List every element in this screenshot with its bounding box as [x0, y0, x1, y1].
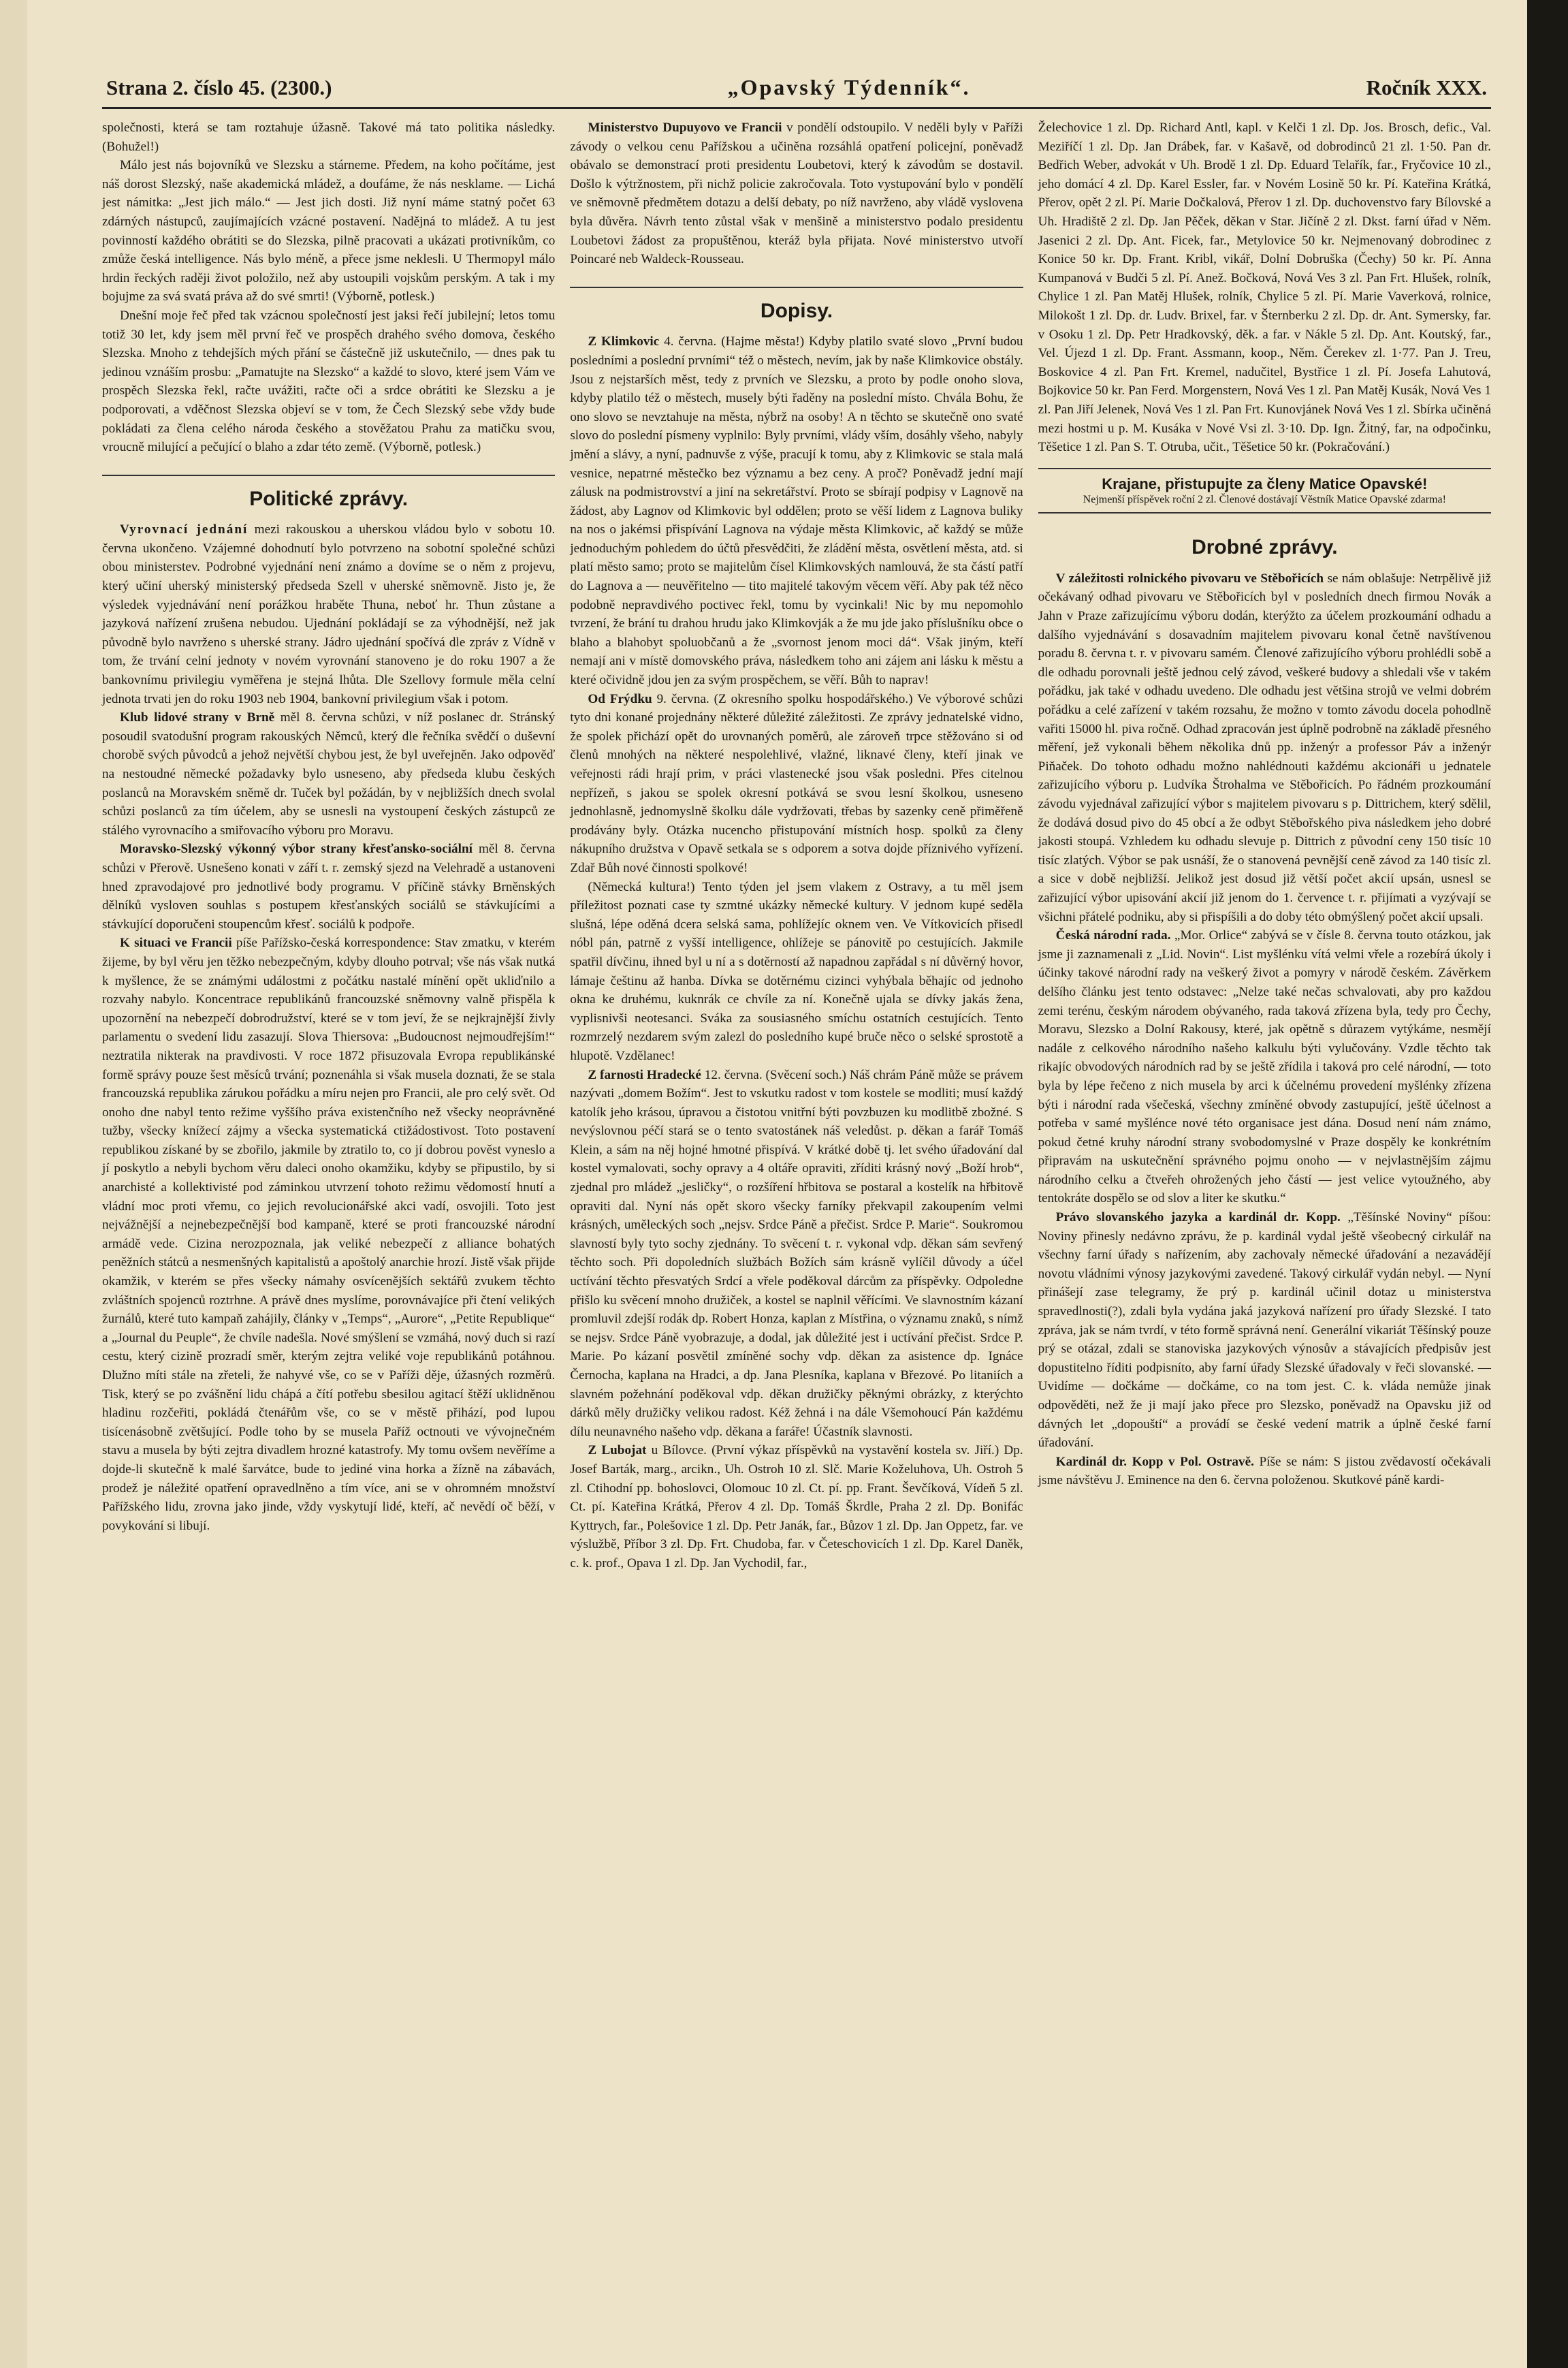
news-item — [102, 520, 555, 708]
news-item — [1038, 1453, 1491, 1490]
donor-list: Želechovice 1 zl. Dp. Richard Antl, kapl. v Kelči 1 zl. Dp. Jos. Brosch, defic., Val. Meziříčí 1 zl. Dp. Jan Drábek, far. v Kašavě, od dobrodinců 21 zl. 1·50. Pan dr. Bedřich Weber, advokát v Uh. Brodě 1 zl. Dp. Eduard Telařík, far., Fryčovice 10 zl., jeho domácí 4 zl. Dp. Karel Essler, far. v Novém Losině 50 kr. Pí. Kateřina Krátká, Přerov, opět 2 zl. Pí. Marie Dočkalová, Přerov 1 zl. Dp. duchovenstvo fary Bílovské a Uh. Hradiště 2 zl. Dp. Jan Pěček, děkan v Star. Jičíně 2 zl. Dkst. farní úřad v Něm. Jasenici 2 zl. Dp. Ant. Ficek, far., Metylovice 50 kr. Nejmenovaný dobrodinec z Konice 50 kr. Dp. Frant. Kribl, vikář, Dolní Dobruška (Čechy) 50 kr. Pí. Anna Kumpanová v Budči 5 zl. Pí. Anež. Bočková, Nová Ves 3 zl. Pan Frt. Hlušek, rolník, Chylice 1 zl. Pan Matěj Hlušek, rolník, Chylice 5 zl. Pí. Marie Vaverková, rolnice, Milokošt 1 zl. Dp. dr. Ludv. Brixel, far. v Šternberku 2 zl. Dp. dr. Ant. Symersky, far. v Osoku 1 zl. Dp. Petr Hradkovský, děk. a far. v Nákle 5 zl. Dp. Ant. Koutský, far., Vel. Újezd 1 zl. Dp. Frant. Assmann, koop., Něm. Čerekev zl. 1·77. Pan J. Treu, Boskovice 4 zl. Pan Frt. Kremel, nadučitel, Bystřice 1 zl. Pí. Josefa Lahutová, Bojkovice 50 kr. Pan Ferd. Morgenstern, Nová Ves 1 zl. Pan Matěj Kusák, Nová Ves 1 zl. Pan Jiří Jelenek, Nová Ves 1 zl. Pan Frt. Kunovjánek Nová Ves 1 zl. Sbírka učiněná mezi hostmi u p. M. Kusáka v Nové Vsi zl. 3·10. Dp. Ign. Žitný, far, na odpočinku, Těšetice 1 zl. Pan S. T. Otruba, učit., Těšetice 50 kr. (Pokračování.) — [1038, 121, 1491, 455]
news-text: v pondělí odstoupilo. V neděli byly v Paříži závody o velkou cenu Pařížskou a učiněna rozsáhlá opatření policejní, poněvadž obávalo se demonstrací proti presidentu Loubetovi, který k závodům se dostavil. Došlo k výtržnostem, při nichž policie zakročovala. Toto vystupování bylo v pondělí ve sněmovně předmětem dotazu a delší debaty, po níž navrženo, aby vládě vyslovena byla důvěra. Návrh tento zůstal však v menšině a ministerstvo podalo presidentu Loubetovi žádost za propuštěnou, kteráž byla přijata. Nové ministerstvo utvoří Poincaré neb Waldeck-Rousseau. — [570, 121, 1023, 267]
letter-item — [570, 1441, 1023, 1573]
news-heading: Moravsko-Slezský výkonný výbor strany křesťansko-sociální — [120, 842, 473, 857]
header-page-number: Strana 2. číslo 45. (2300.) — [106, 76, 332, 99]
scan-border — [1527, 0, 1568, 2368]
paragraph: Málo jest nás bojovníků ve Slezsku a stárneme. Předem, na koho počítáme, jest náš dorost Slezský, naše akademická mládež, a doufáme, že nás nesklame. — Lichá jest námitka: „Jest jich málo.“ — Jest jich dosti. Již nyní máme statný počet 63 zdárných nástupců, zaujímajících vzácné postavení. Nadějná to mládež. A tu jest povinností každého obrátiti se do Slezska, pilně pracovati a ukázati protivníkům, co zmůže česká intelligence. Nás bylo méně, a přece jsme neklesli. U Thermopyl málo hrdin řeckých raději život položilo, než aby ustoupili vojskům perským. A tak i my bojujme za svá svatá práva až do své smrti! (Výborně, potlesk.) — [102, 158, 556, 304]
news-item — [570, 119, 1023, 269]
news-text: Píše se nám: S jistou zvědavostí očekávali jsme návštěvu J. Eminence na den 6. června položenou. Skutkové páně kardi- — [1038, 1454, 1491, 1488]
letter-text: 4. června. (Hajme města!) Kdyby platilo svaté slovo „První budou posledními a poslední prvními“ též o městech, nevím, jak by naše Klimkovice obstály. Jsou z nejstarších měst, tedy z prvních ve Slezsku, a proto by podle onoho slova, kdyby platilo též o městech, musely býti řaděny na poslední místo. Chvála Bohu, že ono slovo se nevztahuje na města, nýbrž na osoby! A n těchto se skutečně ono svaté slovo do poslední písmeny vyplnilo: Byly prvními, vlády vším, dosáhly všeho, nabyly jmění a slávy, a nyní, padnuvše z výše, pracují k tomu, aby z Klimkovic se stala malá vesnice, nepatrné městečko bez významu a bez ceny. A proč? Poněvadž jední mají zálusk na podmistrovství a jiní na sekretářství. Proto se sbírají podpisy v Lagnově na žádost, aby Lagnov od Klimkovic byl oddělen; proto se věší lidem z Lagnova buliky na nos o jakémsi přispívání Lagnova na výdaje města Klimkovic, ač každý se může jednoduchým pohledem do účtů přesvědčiti, že zládění města, osvětlení města, atd. si platí město samo; proto se majitelům čísel Klimkovských namlouvá, že sta částí patří do Lagnova a — neuvěřitelno — tito majitelé takovým věcem věří. Aby pak též něco podobně nepravdivého poctivec řekl, tomu by vycinkali! Nic by mu nepomohlo tvrzení, že brání tu drahou hrudu jako Klimkovják a že mu jde jako příslušníku obce o blaho a blahobyt spoluobčanů a že „svornost jenom moci dá“. Však jiným, kteří nemají ani v místě domovského práva, následkem toho ani zájem ani lásku k městu a které očividně jdou jen za svým prospěchem, se věří. Bůh to naprav! — [570, 334, 1023, 688]
news-item — [1038, 1208, 1491, 1453]
column-2 — [570, 119, 1023, 1573]
news-heading: Právo slovanského jazyka a kardinál dr. Kopp. — [1055, 1210, 1341, 1225]
header-title: „Opavský Týdenník“. — [727, 75, 971, 99]
news-item — [1038, 926, 1491, 1208]
news-heading: V záležitosti rolnického pivovaru ve Stěbořicích — [1055, 571, 1324, 586]
news-item — [1038, 569, 1491, 926]
letter-heading: Z Lubojat — [588, 1443, 647, 1458]
newspaper-page — [102, 75, 1491, 2316]
letter-heading: Z Klimkovic — [588, 334, 660, 349]
news-item — [102, 708, 555, 840]
header-volume: Ročník XXX. — [1366, 76, 1487, 99]
news-text: „Těšínské Noviny“ píšou: Noviny přinesly nedávno zprávu, že p. kardinál vydal ještě všeobecný cirkulář na všechny farní úřady s nařízením, aby zachovaly německé úřadování a nezavádějí novotu vládními výnosy jazykovými zavedené. Takový cirkulář vydán nebyl. — Nyní přinášejí zase telegramy, že prý p. kardinál učinil dotaz u ministerstva spravedlnosti(?), zdali byla vydána jaká jazyková nařízení pro úřady Slezské. I tato zpráva, jak se nám tvrdí, v této formě správná není. Generální vikariát Těšínský pouze prý se otázal, zdali se stanoviska jazykových výnosův a stávajících předpisův jest dopustitelno říditi podpisníto, aby farní úřady Slezské úřadovaly v řeči slovanské. — Uvidíme — dočkáme — dočkáme, co na tom jest. C. k. vláda nemůže jinak odpověděti, než že ji mají jako přece pro Slezsko, poněvadž na Opavsku již od dávných let „dopouští“ a provádí se české vedení matrik a úplně české farní úřadování. — [1038, 1210, 1491, 1451]
news-heading: K situaci ve Francii — [120, 936, 232, 951]
page-header — [102, 75, 1491, 109]
section-heading-politicke-zpravy: Politické zprávy. — [102, 475, 555, 509]
news-item — [102, 840, 555, 934]
section-heading-dopisy: Dopisy. — [570, 287, 1023, 321]
announcement-title: Krajane, přistupujte za členy Matice Opavské! — [1102, 475, 1428, 492]
column-3 — [1038, 119, 1491, 1573]
columns — [102, 119, 1491, 1573]
news-text: měl 8. června schůzi, v níž poslanec dr. Stránský posoudil svatodušní program rakouských Němců, který dle řečníka svědčí o duševní chorobě svých původců a jehož největší chybou jest, že byl uveřejněn. Jako odpověď na nestoudné německé požadavky bylo usneseno, aby předseda klubu českých poslanců na Moravském sněmě dr. Tuček byl požádán, by v nejbližších dnech svolal schůzi poslanců za tím účelem, aby se usnesli na vystoupení českých zástupců ze stálého vyrovnacího a smiřovacího výboru pro Moravu. — [102, 710, 556, 838]
news-text: „Mor. Orlice“ zabývá se v čísle 8. června touto otázkou, jak jsme ji zaznamenali z „Lid. Novin“. List myšlénku vítá velmi vřele a rozebírá úkoly i účinky takové národní rady na veškerý život a pomyry v národě českém. Závěrkem delšího článku jest tento odstavec: „Nelze také nečas schvalovati, aby pro každou zemi terénu, českým národem obývaného, rada taková zřízena byla, tedy pro Čechy, Moravu, Slezsko a Dolní Rakousy, které, jak opětně s důrazem vytýkáme, nesmějí nadále z celkového národního našeho kalkulu býti vylučovány. Vzdle těchto tak rikajíc obvodových národních rad by se ještě zřídila i taková pro celé národní, — toto byla by lépe řečeno z nich musela by arci k účelnému provedení myšlénky zřízena býti i národní rada všečeská, všechny zmíněné obvody zastupující, ještě účelnost a potřeba v samé myšlénce nové této organisace jest dána. Dosud není nám známo, pokud četné kruhy národní strany svobodomyslné v Praze dospěly ke konkrétním připravám na uskutečnění správného pojmu onoho — v nejvlastnějším zájmu národního celku a čtveřeh ohrožených jeho částí — jest velice vytoužného, aby tentokráte dospělo se od slov a liter ke skutku.“ — [1038, 928, 1491, 1206]
news-text: mezi rakouskou a uherskou vládou bylo v sobotu 10. června ukončeno. Vzájemné dohodnutí bylo potvrzeno na sobotní společné schůzi obou ministerstev. Podrobné vyjednání není známo a dovíme se o něm z projevu, který učiní uherský ministerský předseda Szell v uherské sněmovně. Jisto je, že výsledek vyjednávání není porážkou hraběte Thuna, neboť hr. Thun zůstane a jazyková nařízení zrušena nebudou. Ujednání pokládají se za výhodnější, než jak původně bylo navrženo s uherské strany. Jádro ujednání spočívá dle zpráv z Vídně v tom, že trvání celní jednoty v novém vyrovnání stanoveno je do roku 1907 a že bankovnímu privilegiu vyměřena je stejná lhůta. Dle Szellovy formule měla celní jednota trvati jen do roku 1903 neb 1904, bankovní privilegium však i potom. — [102, 522, 556, 706]
news-text: se nám oblašuje: Netrpělivě již očekávaný odhad pivovaru ve Stěbořicích byl v posledních dnech firmou Novák a Jahn v Praze zařizujícímu výboru dodán, kterýžto za účelem prozkoumání odhadu a dalšího vyjednávání s dosavadním majitelem pivovaru konal četně navštívenou poradu 8. června t. r. v pivovaru samém. Členové zařizujícího výboru prohlédli sobě a dle odhadu porovnali ještě jednou celý závod, veškeré budovy a shledali vše v takém pořádku, jak také v odhadu uvedeno. Dle odhadu jest většina strojů ve velmi dobrém pořádku a celé zařízení v takém rozsahu, že možno v tomto závodu docela pohodlně vařiti 15000 hl. piva ročně. Odhad zpracován jest úplně podrobně na základě přesného měření, jež vykonali během několika dnů pp. inženýr a professor Páv a inženýr Piňaček. Do tohoto odhadu možno nahlédnouti každému akcionáři u jednatele zařizujícího výboru p. Ludvíka Štrohalma ve Stěbořicích. Po řádném prozkoumání závodu vyjednával zařizující výbor s majitelem pivovaru s p. Dittrichem, který sdělil, že dodává dosud pivo do 45 obcí a že odbyt Stěbořského piva následkem jeho dobré jakosti stoupá. Vzhledem ku odhadu slevuje p. Dittrich z původní ceny 150 tisíc 10 tisíc zlatých. Výbor se pak usnáší, že o stanovená pevnější ceně závod za 140 tisíc zl. a sice v době nejbližší. Jelikož jest dosud již větší počet akcií upsán, usnesl se zařizující výbor upisování akcií již jenom do 1. července t. r. přijímati a vyzývají se všichni přátelé podniku, aby si přispíšili a do doby této obmýšlený počet akcií upsali. — [1038, 571, 1491, 924]
letter-text: u Bílovce. (První výkaz příspěvků na vystavění kostela sv. Jiří.) Dp. Josef Barták, marg., arcikn., Uh. Ostroh 10 zl. Slč. Marie Koželuhova, Uh. Ostroh 5 zl. Ctihodní pp. bohoslovci, Olomouc 10 zl. Ct. pí. pp. Frant. Ševčíková, Vídeň 5 zl. Ct. pí. Kateřina Krátká, Přerov 4 zl. Dp. Tomáš Škrdle, Praha 2 zl. Dp. Bonifác Kyttrych, far., Polešovice 1 zl. Dp. Petr Janák, far., Bůzov 1 zl. Dp. Jan Oppetz, far. ve výslužbě, Příbor 3 zl. Dp. Frt. Chudoba, far. v Četeschovicích 1 zl. Dp. Karel Daněk, c. k. prof., Opava 1 zl. Dp. Jan Vychodil, far., — [570, 1443, 1023, 1570]
letter-item — [570, 332, 1023, 689]
news-heading: Vyrovnací jednání — [120, 522, 249, 537]
letter-text: 12. června. (Svěcení soch.) Náš chrám Páně může se právem nazývati „domem Božím“. Jest to vskutku radost v tom kostele se modliti; musí každý katolík jeho krásou, úpravou a čistotou vnitřní býti povzbuzen ku modlitbě zbožné. S nevýslovnou péčí stará se o tento svatostánek náš veledůst. p. děkan a farář Tomáš Klein, a sám na něj hojné hmotné přispívá. V krátké době tj. let svého úřadování dal kostel vymalovati, sochy opravy a 4 oltáře opraviti, zříditi krásný nový „Boží hrob“, zjednal pro mládež „jesličky“, o rozšíření hřbitova se postaral a kostelík na hřbitově opraviti dal. Nyní nás opět skoro všecky farníky překvapil zakoupením velmi krásných, uměleckých soch „nejsv. Srdce Páně a přečist. Srdce P. Marie“. Soukromou slavností byly tyto sochy zjednány. To svěcení t. r. vykonal vdp. děkan sám sevřený těchto soch. Při dopoledních službách Božích sám krásně vylíčil důvody a účel uctívání těchto přesvatých Srdcí a vřele poděkoval dárcům za příspěvky. Odpoledne přišlo ku svěcení mnoho družiček, a kostel se naplnil věřícími. Ve slavnostním kázaní promluvil zdejší rodák dp. Robert Honza, kaplan z Místřina, o významu znaků, s nímž se nejsv. Srdce Páně vyobrazuje, a dodal, jak důležité jest i uctívání přečist. Srdce P. Marie. Po kázaní posvětil zmíněné sochy vdp. děkan za asistence dp. Ignáce Černocha, kaplana na Hradci, a dp. Jana Plesníka, kaplana v Březové. Po litaniích a slavném požehnání poděkoval vdp. děkan družičky pěknými obrázky, z kterýchto dárků měly družičky velikou radost. Kéž žehná i na dále Všemohoucí Pán každému dílu neunavného našeho vdp. děkana a faráře! Účastník slavnosti. — [570, 1067, 1023, 1439]
section-heading-drobne-zpravy: Drobné zprávy. — [1191, 536, 1338, 559]
letter-item — [570, 690, 1023, 878]
column-1 — [102, 119, 555, 1573]
news-heading: Ministerstvo Dupuyovo ve Francii — [588, 121, 782, 135]
news-heading: Česká národní rada. — [1055, 928, 1171, 943]
paper-edge — [0, 0, 27, 2368]
letter-text: 9. června. (Z okresního spolku hospodářského.) Ve výborové schůzi tyto dni konané projednány některé důležité záležitosti. Ze zprávy jednatelské vidno, že spolek přichází opět do urovnaných poměrů, ale zároveň trpce stěžováno si od členů mnohých na některé nespolehlivé, vlažné, liknavé členy, kteří jinak ve veřejnosti rádi hrají prim, v práci vlastenecké jsou však posledni. Přes citelnou nepřízeň, s jakou se spolek okresní potkává se svou lesní školkou, usneseno jednohlasně, jednomyslně školku dále vydržovati, třebas by sazenky ceně přiměřeně prodávány byly. Otázka nucencho přistupování místních hosp. spolků za členy nákupního družstva v Opavě setkala se s odporem a sotva dojde příznivého vyřízení. Zdař Bůh nové činnosti spolkové! — [570, 691, 1023, 875]
letter-item — [570, 1066, 1023, 1442]
matice-announcement — [1038, 468, 1491, 514]
news-text: píše Pařížsko-česká korrespondence: Stav zmatku, v kterém žijeme, by byl věru jen těžko nebezpečným, kdyby dlouho potrval; vše nás však nutká k myšlence, že se známými událostmi z počátku nastalé mínění opět ukliďnilo a rozvahy nabylo. Koncentrace republikánů francouzské sněmovny valně přispěla k upozornění na nebezpečí dobrodružství, které se v tom jeví, že se nejkrajnější živly parlamentu o svedení lidu zasazují. Slova Thiersova: „Budoucnost nejmoudřejším!“ neztratila nikterak na pravdivosti. V roce 1872 přisuzovala Evropa republikánské formě správy pouze šest měsíců trvání; poznenáhla si však musela doznati, že se stala francouzská republika zárukou pořádku a míru nejen pro Francii, ale pro celý svět. Od onoho dne nabyl tento režime vyššího práva existenčního než všecky neoprávněné tužby, všecky knížecí zájmy a všecka systematická ctižádostivost. Toto postavení republikou získané by se zbořilo, jakmile by ztratilo to, co jí dobrou pověst vyneslo a jí poskytlo a nebyli bychom věru daleci onoho okamžiku, kdyby se připustilo, by si anarchisté a kollektivisté pod záminkou utvrzení tohoto režimu vědomostí hnutí a vládní moc proti vřemu, co jejich revolucionářské akci vadí, osvojili. Toto jest nejvážnější a nejnebezpečnější bod kampaně, které se proti francouzské národní armádě vede. Cizina nerozpoznala, jak veliké nebezpečí z alliance bohatých peněžních státců a nesmenšných kapitalistů a apoštolý anarchie hrozí. Jistě však přijde okamžik, v kterém se přes všecky námahy osvícenějších sektářů zvukem těchto zvláštních spojenců roztrhne. A právě dnes myslíme, porovnávajíce při čtení velikých žurnálů, které tuto kampaň zahájily, články v „Temps“, „Aurore“, „Petite Republique“ a „Journal du Peuple“, že chvíle nadešla. Nové smýšlení se vzmáhá, nový duch si razí cestu, který cizině prozradí směr, kterým zejtra veliké voje republikánů potáhnou. Dlužno míti stále na zřeteli, že nahyvé vše, co se v Paříži děje, úžasných rozměrů. Tisk, který se po zvášnění lidu chápá a čítí potřebu sbesilou agitací štěží uklidněnou hladinu rozčeřiti, pokládá čtenářům vše, co se v městě přihází, pod lupou tisícenásobně zvětšující. Podle toho by se musela Paříž octnouti ve vývojnečném stavu a musela by býti zejtra divadlem hrozné katastrofy. My tomu ovšem nevěříme a dojde-li skutečně k malé šarvátce, bude to jediné vina horka a žízně na zábavách, prodež je náležité opatření opravedlněno a tím více, ani se v ohromném množství Pařížského lidu, zrovna jako jinde, vždy vyskytují lidé, kteří, ač nevědí oč běží, v povykování si libují. — [102, 936, 556, 1533]
letter-heading: Od Frýdku — [588, 691, 652, 706]
news-heading: Kardinál dr. Kopp v Pol. Ostravě. — [1055, 1454, 1254, 1469]
letter-heading: Z farnosti Hradecké — [588, 1067, 701, 1082]
paragraph: Dnešní moje řeč před tak vzácnou společností jest jaksi řečí jubilejní; letos tomu totiž 30 let, kdy jsem měl první řeč ve prospěch drahého svého domova, českého Slezska. Mnoho z tehdejších mých přání se částečně již uskutečnilo, — dnes pak tu jedinou vznáším prosbu: „Pamatujte na Slezsko“ a každé to slovo, které jsem Vám ve prospěch Slezska řekl, račte uvážiti, račte oči a srdce obrátiti ke Slezsku a je podporovati, a vděčnost Slezska objeví se v tom, že Čech Slezský sebe vždy bude pokládati za člena celého národa českého a stověžatou Prahu za matičku svou, vroucně milující a pečující o blaho a zdar této země. (Výborně, potlesk.) — [102, 308, 556, 455]
news-item — [102, 934, 555, 1535]
paragraph: společnosti, která se tam roztahuje úžasně. Takové má tato politika následky. (Bohužel!) — [102, 121, 556, 154]
letter-item: (Německá kultura!) Tento týden jel jsem vlakem z Ostravy, a tu měl jsem příležitost poznati case ty szmtné ukázky německé kultury. V jednom kupé seděla slušná, lépe oděná dcera selská sama, pohlížejíc oknem ven. Ve Vítkovicích přisedl nóbl pán, patrně z vyšší intelligence, ohlížeje se pánovitě po cestujících. Jakmile spatřil dívčinu, ihned byl u ní a s dotěrností až napadnou zapřádal s ní důvěrný hovor, lámaje češtinu až hanba. Dívka se dotěrnému cizinci vyhýbala běhajíc od jednoho okna ke druhému, kuknrák ce chvíle za ní. Konečně ujala se dívky jakás žena, vyplisnivši neotesanci. Sváka za sousiasného smíchu ostatních cestujících. Tento rozmrzelý nezdarem svým zalezl do posledního kupé bruče něco o selské sprostotě a hlupotě. Vzdělanec! — [570, 879, 1023, 1063]
announcement-subtitle: Nejmenší příspěvek roční 2 zl. Členové dostávají Věstník Matice Opavské zdarma! — [1083, 494, 1446, 506]
news-text: měl 8. června schůzi v Přerově. Usnešeno konati v září t. r. zemský sjezd na Velehradě a ustanoveni hned zpravodajové pro jednotlivé body programu. V příčině stávky Brněnských dělníků vysloven souhlas s postupem křesťanských sociálů se stávkujícími a stávkující doporučeni stoupencům křesť. sociálů k podpoře. — [102, 842, 556, 932]
news-heading: Klub lidové strany v Brně — [120, 710, 275, 725]
